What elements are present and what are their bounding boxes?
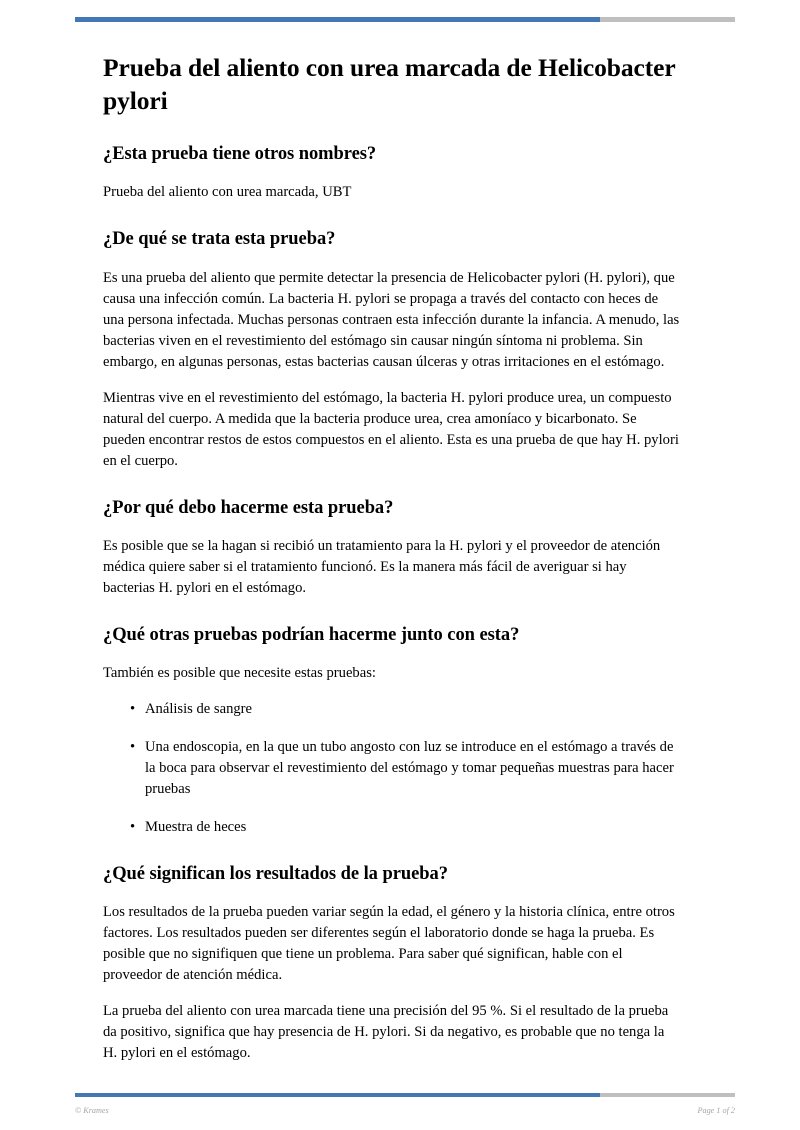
list-item [103, 817, 681, 838]
list-item-label: Una endoscopia, en la que un tubo angosto con luz se introduce en el estómago a través de la boca para observar el revestimiento del estómago y tomar pequeñas muestras para hacer pruebas [145, 738, 674, 797]
footer-rule-blue-segment [75, 1093, 600, 1097]
bullet-icon: • [130, 700, 136, 717]
section-de-que-se-trata [103, 228, 681, 471]
bullet-icon: • [130, 738, 136, 755]
document-content [103, 52, 681, 1064]
paragraph: También es posible que necesite estas pruebas: [103, 664, 376, 681]
paragraph: Es posible que se la hagan si recibió un tratamiento para la H. pylori y el proveedor de atención médica quiere saber si el tratamiento funcionó. Es la manera más fácil de averiguar si hay bacterias H. pylori en el estómago. [103, 537, 661, 596]
related-tests-list [103, 699, 681, 838]
section-otros-nombres [103, 143, 681, 203]
copyright-notice: © Krames [75, 1105, 109, 1115]
section-por-que-hacerme [103, 497, 681, 599]
paragraph: Mientras vive en el revestimiento del estómago, la bacteria H. pylori produce urea, un compuesto natural del cuerpo. A medida que la bacteria produce urea, crea amoníaco y bicarbonato. Se pueden encontrar restos de estos compuestos en el aliento. Esta es una prueba de que hay H. pylori en el cuerpo. [103, 389, 679, 469]
section-heading: ¿Esta prueba tiene otros nombres? [103, 144, 377, 165]
section-heading: ¿Qué otras pruebas podrían hacerme junto con esta? [103, 624, 520, 645]
header-rule-blue-segment [75, 17, 600, 22]
section-otras-pruebas [103, 624, 681, 838]
page-footer [75, 1102, 735, 1118]
section-heading: ¿Qué significan los resultados de la prueba? [103, 863, 448, 884]
page-number: Page 1 of 2 [697, 1105, 735, 1115]
section-heading: ¿De qué se trata esta prueba? [103, 229, 336, 250]
header-rule [75, 17, 735, 22]
header-rule-grey-segment [600, 17, 735, 22]
bullet-icon: • [130, 818, 136, 835]
footer-rule-grey-segment [600, 1093, 735, 1097]
paragraph: Es una prueba del aliento que permite detectar la presencia de Helicobacter pylori (H. pylori), que causa una infección común. La bacteria H. pylori se propaga a través del contacto con heces de una persona infectada. Muchas personas contraen esta infección durante la infancia. A menudo, las bacterias viven en el revestimiento del estómago sin causar ningún síntoma ni problema. Sin embargo, en algunas personas, estas bacterias causan úlceras y otras irritaciones en el estómago. [103, 269, 680, 370]
section-significan-resultados [103, 863, 681, 1064]
footer-rule [75, 1093, 735, 1097]
page-title: Prueba del aliento con urea marcada de Helicobacter pylori [103, 53, 676, 115]
list-item-label: Análisis de sangre [145, 700, 252, 717]
paragraph: Prueba del aliento con urea marcada, UBT [103, 184, 352, 201]
section-heading: ¿Por qué debo hacerme esta prueba? [103, 497, 394, 518]
list-item [103, 699, 681, 720]
list-item-label: Muestra de heces [145, 818, 247, 835]
paragraph: Los resultados de la prueba pueden variar según la edad, el género y la historia clínica, entre otros factores. Los resultados pueden ser diferentes según el laboratorio donde se haga la prueba. Es posible que no signifiquen que tiene un problema. Para saber qué significan, hable con el proveedor de atención médica. [103, 903, 675, 983]
paragraph: La prueba del aliento con urea marcada tiene una precisión del 95 %. Si el resultado de la prueba da positivo, significa que hay presencia de H. pylori. Si da negativo, es probable que no tenga la H. pylori en el estómago. [103, 1002, 669, 1061]
list-item [103, 737, 681, 800]
